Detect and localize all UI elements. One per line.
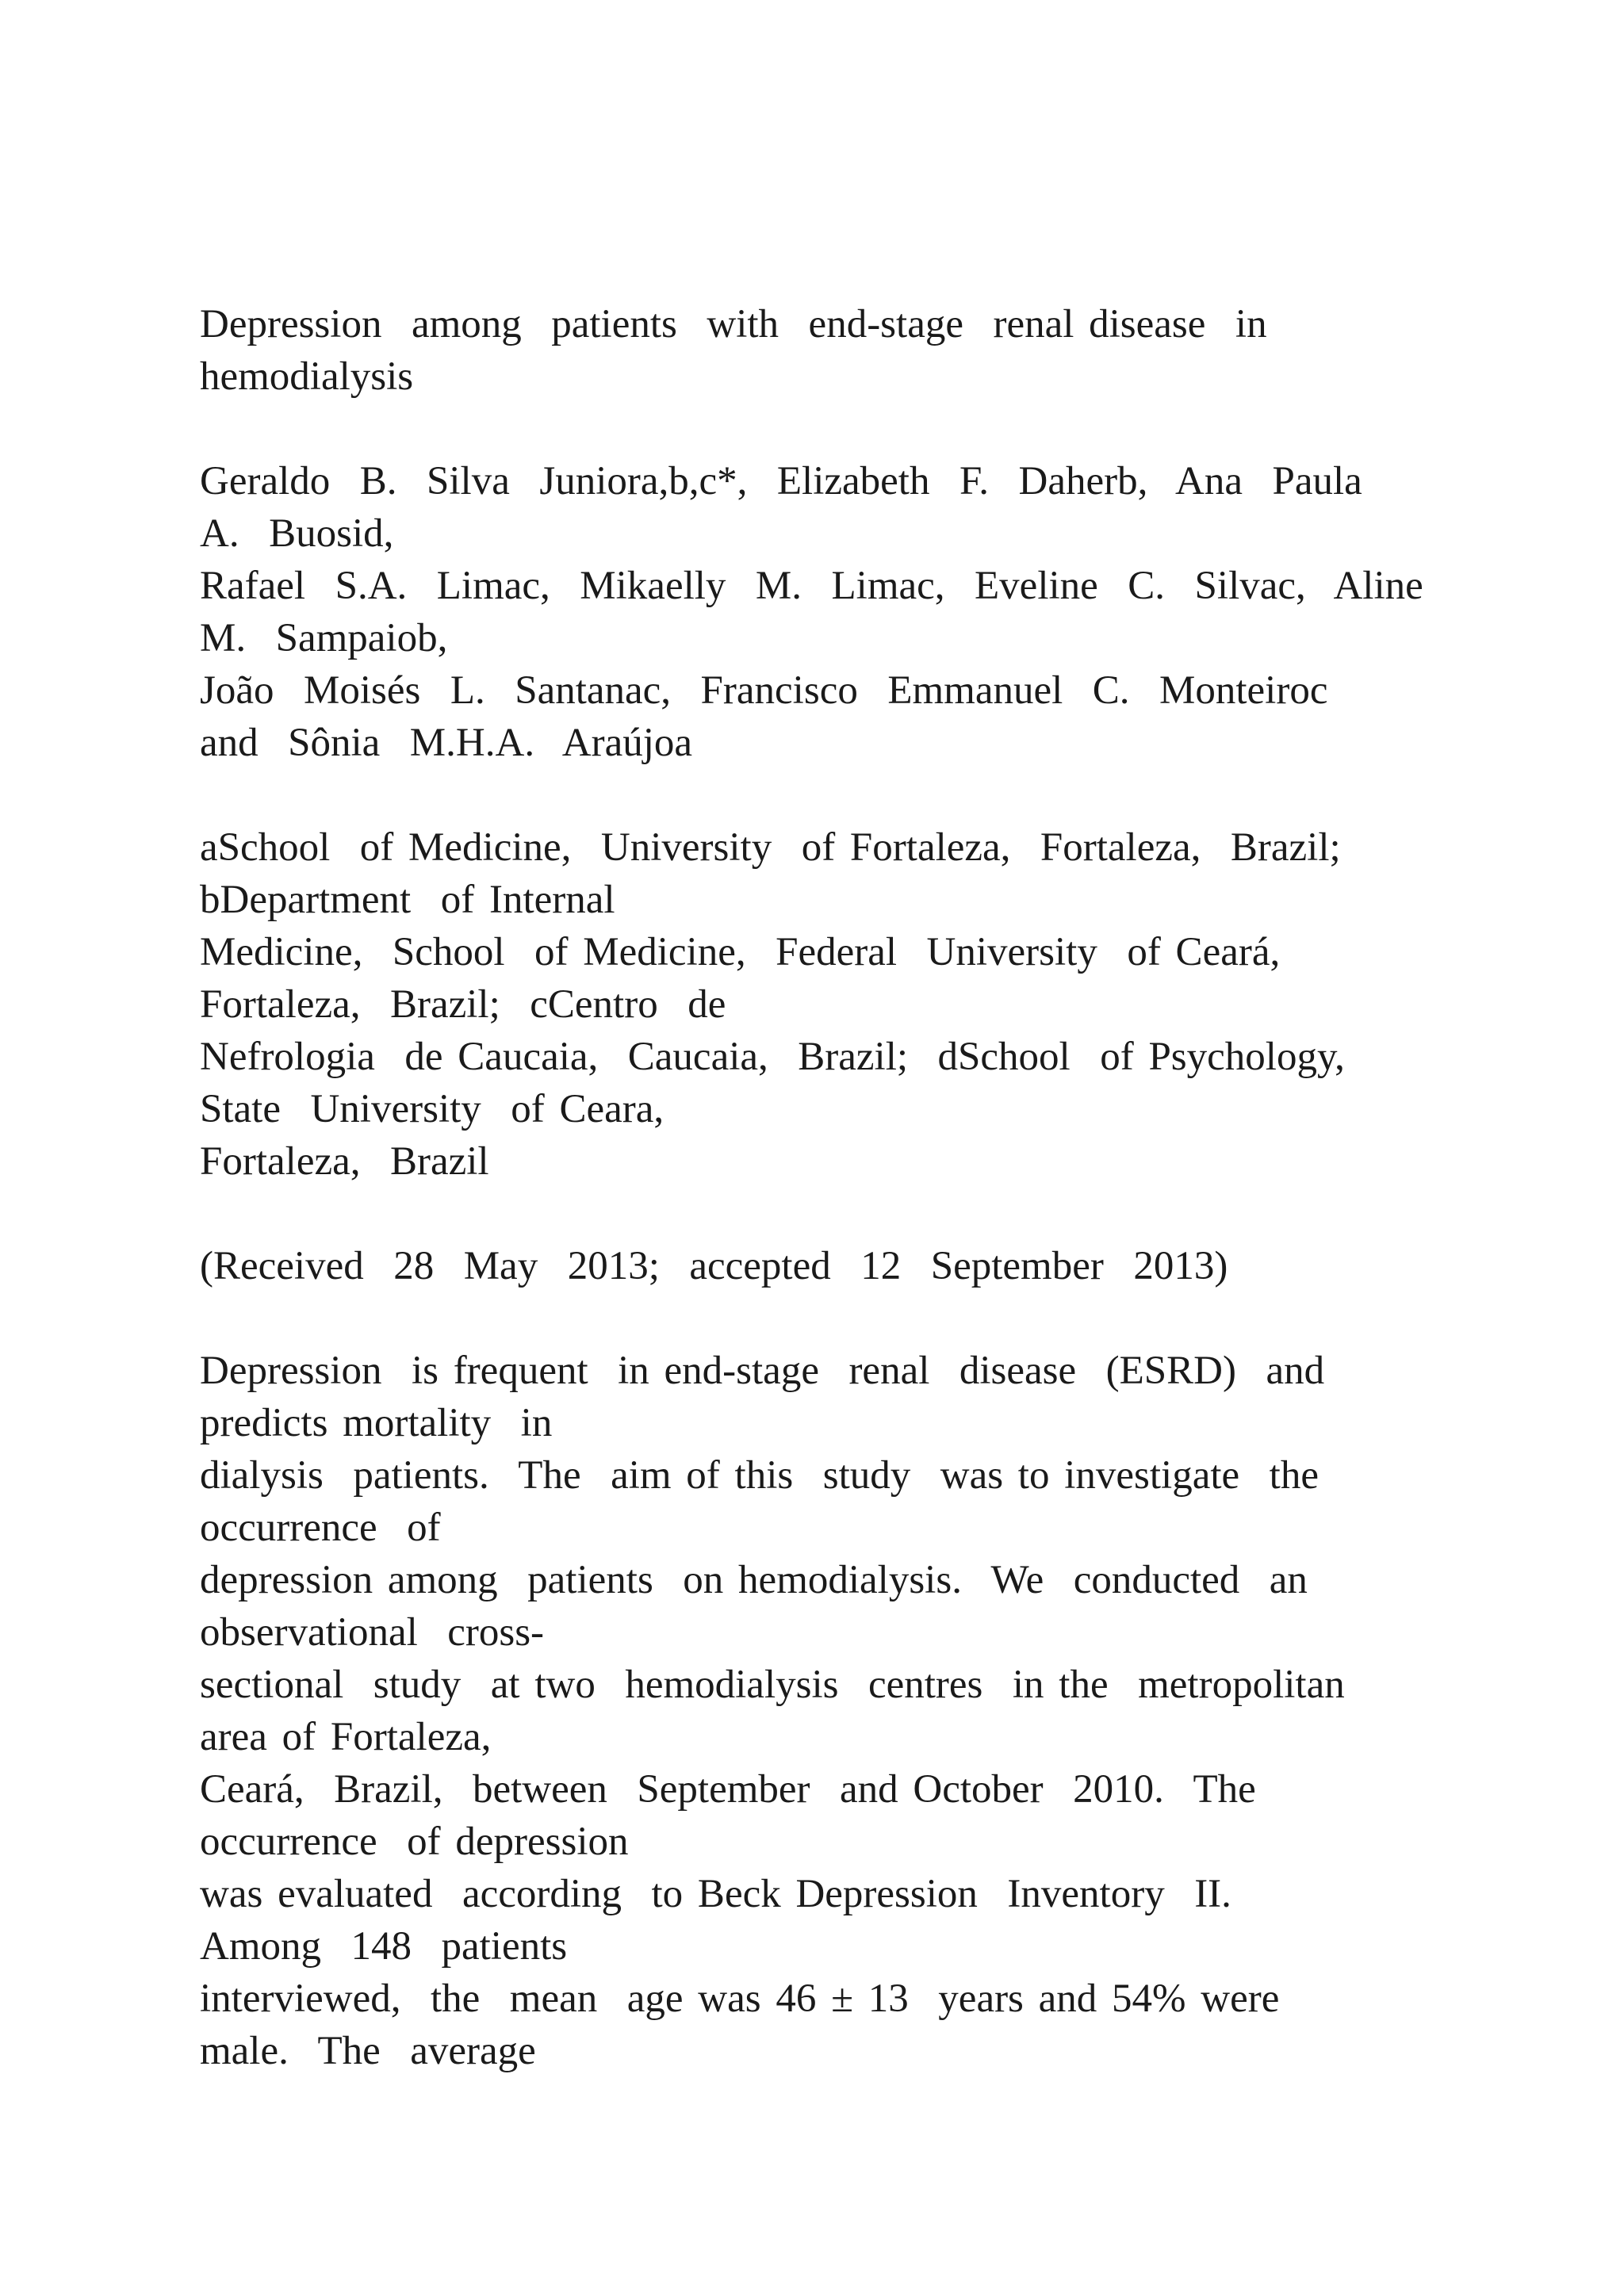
- abstract-line: Depression is frequent in end-stage renal disease (ESRD) and: [200, 1349, 1325, 1393]
- abstract-line: was evaluated according to Beck Depression Inventory II.: [200, 1872, 1231, 1916]
- author-line: João Moisés L. Santanac, Francisco Emmanuel C. Monteiroc: [200, 668, 1328, 713]
- abstract-line: sectional study at two hemodialysis centres in the metropolitan: [200, 1663, 1345, 1707]
- affiliation-line: bDepartment of Internal: [200, 878, 615, 922]
- affiliation-line: Fortaleza, Brazil: [200, 1139, 489, 1184]
- author-list: [200, 455, 1484, 769]
- spacer: [200, 769, 1484, 821]
- affiliations: [200, 821, 1484, 1188]
- author-line: Geraldo B. Silva Juniora,b,c*, Elizabeth F. Daherb, Ana Paula: [200, 459, 1362, 503]
- abstract-line: occurrence of: [200, 1506, 441, 1550]
- abstract-line: Among 148 patients: [200, 1924, 568, 1969]
- abstract-line: observational cross-: [200, 1610, 545, 1655]
- abstract-line: predicts mortality in: [200, 1401, 553, 1445]
- abstract-line: occurrence of depression: [200, 1820, 629, 1864]
- title-line: hemodialysis: [200, 354, 414, 399]
- abstract-line: dialysis patients. The aim of this study was to investigate the: [200, 1453, 1319, 1498]
- author-line: and Sônia M.H.A. Araújoa: [200, 721, 693, 765]
- article-title: [200, 298, 1484, 403]
- spacer: [200, 1292, 1484, 1345]
- affiliation-line: Medicine, School of Medicine, Federal University of Ceará,: [200, 930, 1281, 974]
- received-dates: (Received 28 May 2013; accepted 12 September 2013): [200, 1244, 1228, 1288]
- author-line: Rafael S.A. Limac, Mikaelly M. Limac, Eveline C. Silvac, Aline: [200, 564, 1423, 608]
- affiliation-line: Fortaleza, Brazil; cCentro de: [200, 982, 726, 1027]
- abstract-line: area of Fortaleza,: [200, 1715, 492, 1759]
- author-line: M. Sampaiob,: [200, 616, 448, 660]
- abstract-line: male. The average: [200, 2029, 536, 2073]
- abstract-line: depression among patients on hemodialysis. We conducted an: [200, 1558, 1308, 1602]
- affiliation-line: State University of Ceara,: [200, 1087, 665, 1131]
- spacer: [200, 403, 1484, 455]
- affiliation-line: Nefrologia de Caucaia, Caucaia, Brazil; dSchool of Psychology,: [200, 1035, 1345, 1079]
- abstract: [200, 1345, 1484, 2077]
- spacer: [200, 1188, 1484, 1240]
- abstract-line: interviewed, the mean age was 46 ± 13 years and 54% were: [200, 1976, 1280, 2021]
- article-text: [200, 298, 1484, 2077]
- affiliation-line: aSchool of Medicine, University of Fortaleza, Fortaleza, Brazil;: [200, 825, 1341, 870]
- abstract-line: Ceará, Brazil, between September and October 2010. The: [200, 1767, 1256, 1812]
- author-line: A. Buosid,: [200, 511, 394, 556]
- title-line: Depression among patients with end-stage renal disease in: [200, 302, 1267, 346]
